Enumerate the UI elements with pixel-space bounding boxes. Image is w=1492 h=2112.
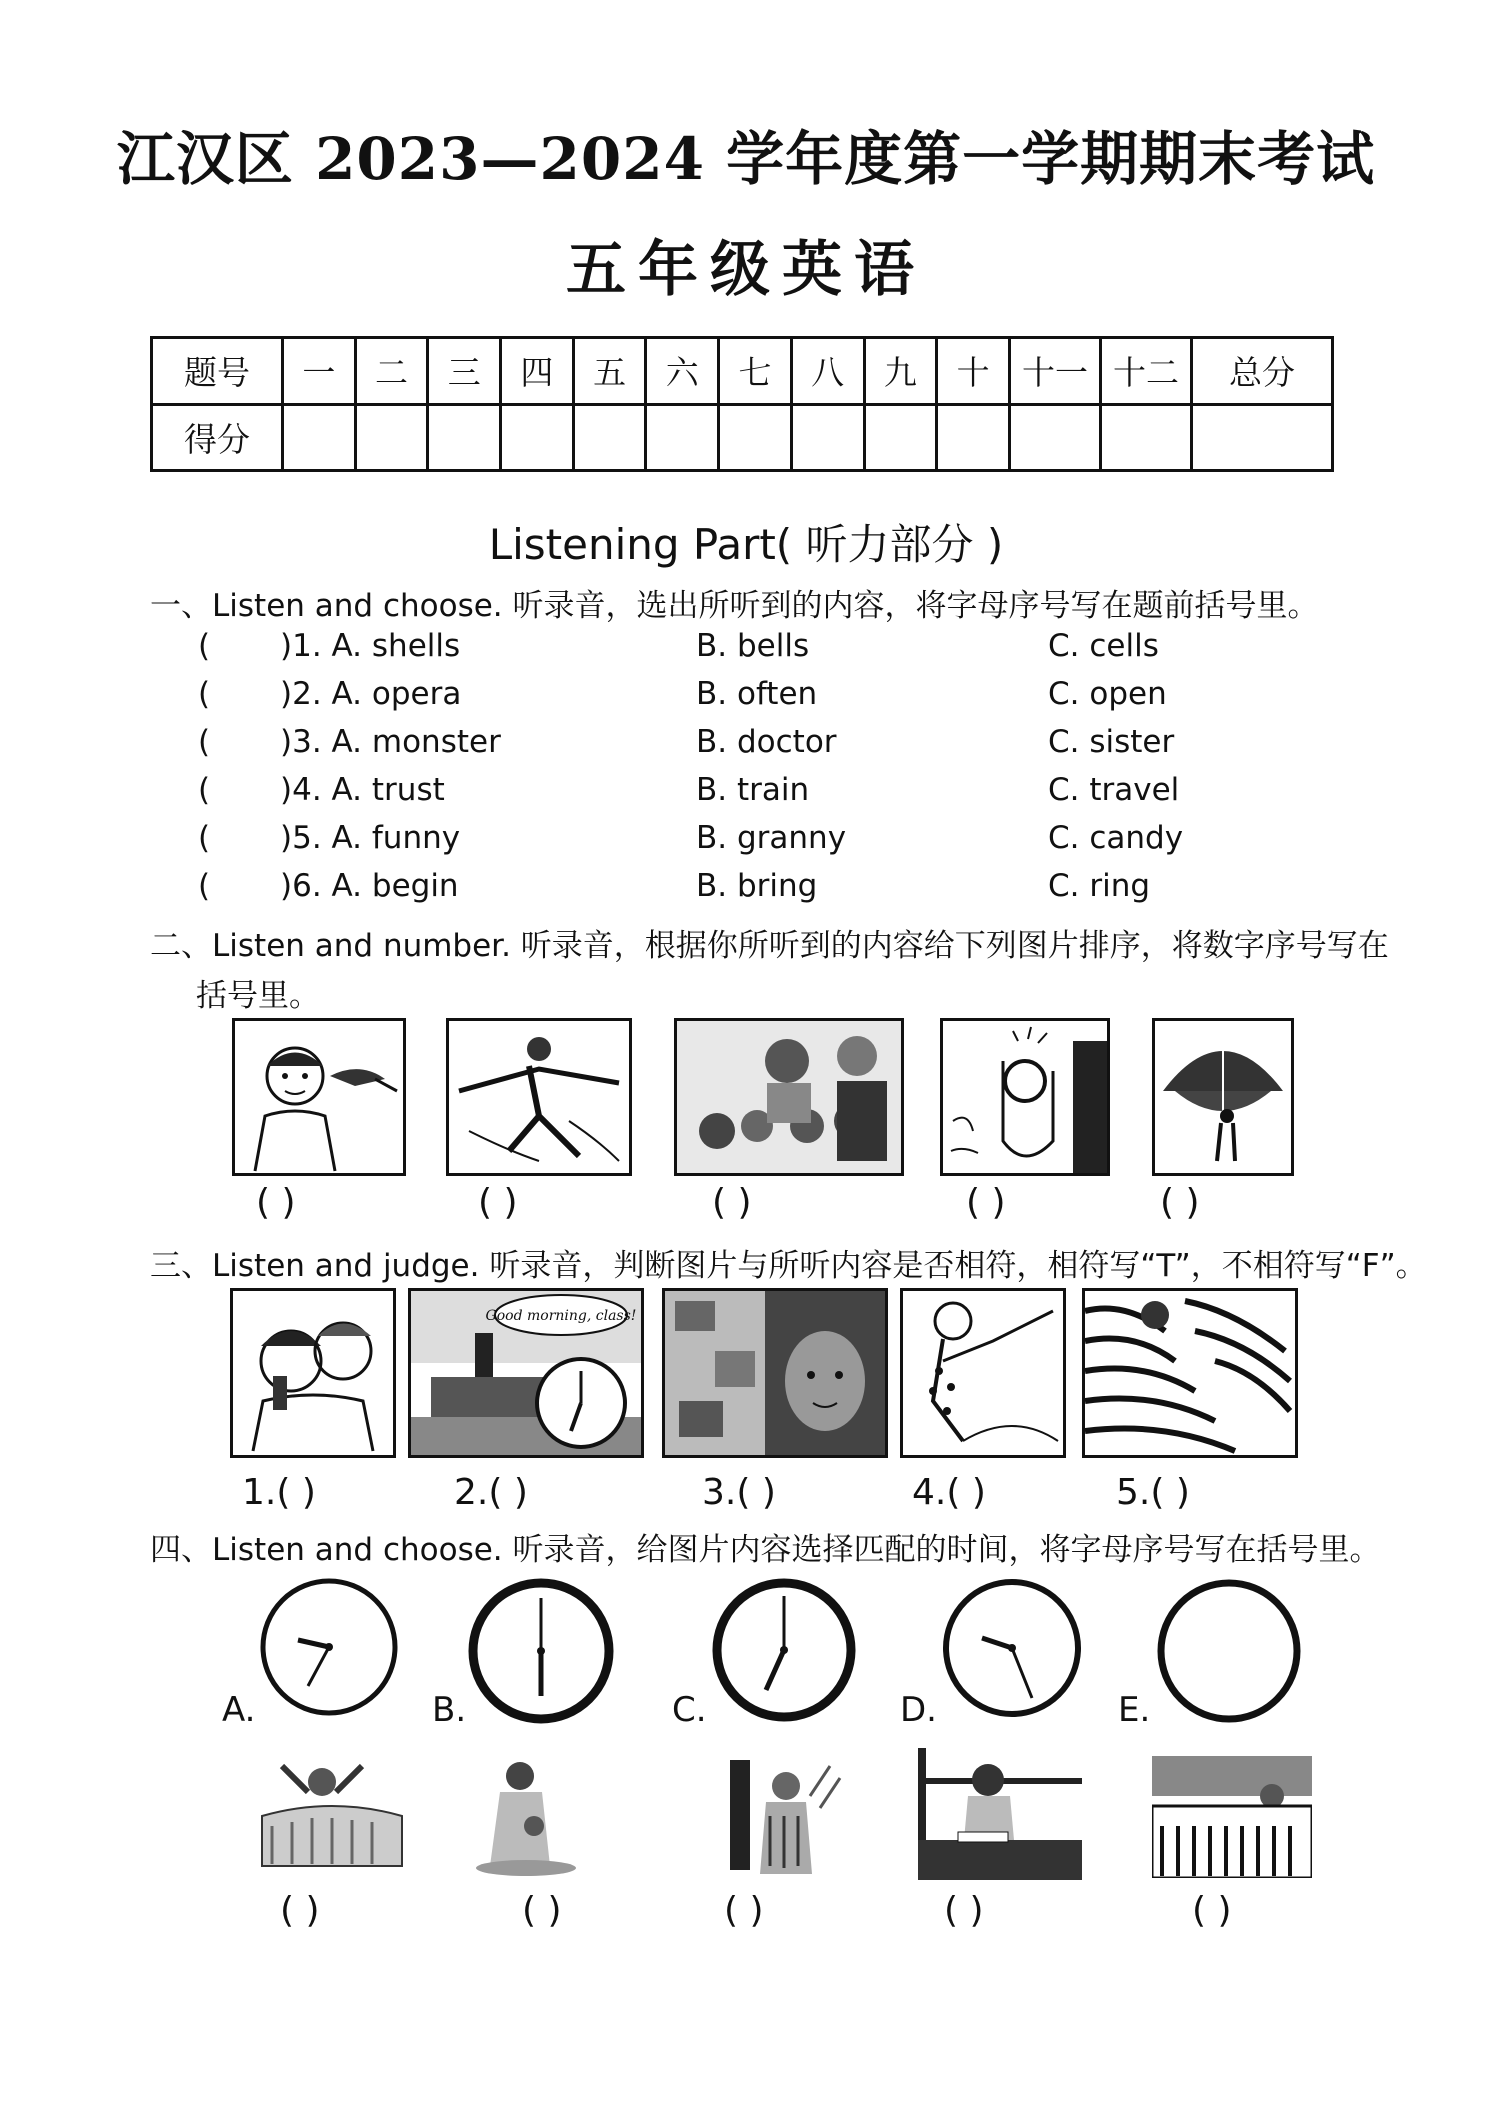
s1-paren[interactable]: (	[198, 676, 211, 712]
s1-option-a: )4. A. trust	[280, 772, 445, 808]
s1-option-c: C. cells	[1048, 628, 1159, 664]
score-cell: 六	[646, 338, 719, 405]
clock-label-c: C.	[672, 1690, 707, 1730]
score-input[interactable]	[355, 404, 428, 471]
s1-option-a: )6. A. begin	[280, 868, 459, 904]
s2-picture-boy-with-bird	[232, 1018, 406, 1176]
score-cell: 十	[937, 338, 1010, 405]
clock-c	[710, 1576, 858, 1724]
s1-option-b: B. train	[696, 772, 810, 808]
s4-picture-washing	[700, 1756, 850, 1880]
score-cell: 三	[428, 338, 501, 405]
score-input[interactable]	[428, 404, 501, 471]
score-input[interactable]	[283, 404, 356, 471]
clock-a	[258, 1576, 400, 1718]
s4-picture-sleeping	[1152, 1756, 1312, 1878]
s3-picture-classroom	[408, 1288, 644, 1458]
score-input[interactable]	[864, 404, 937, 471]
score-value-row	[152, 404, 1333, 471]
speech-bubble-text: Good morning, class!	[485, 1308, 637, 1324]
s3-picture-girl-photo	[662, 1288, 888, 1458]
s4-picture-eating	[470, 1756, 600, 1880]
s3-answer-1[interactable]: 1.( )	[242, 1472, 316, 1513]
s4-blank[interactable]: ( )	[1192, 1890, 1232, 1931]
s3-answer-2[interactable]: 2.( )	[454, 1472, 528, 1513]
score-input[interactable]	[1192, 404, 1333, 471]
s1-paren[interactable]: (	[198, 724, 211, 760]
s1-option-b: B. often	[696, 676, 818, 712]
s1-paren[interactable]: (	[198, 820, 211, 856]
section3-heading: 三、Listen and judge. 听录音，判断图片与所听内容是否相符，相符写“T”，不相符写“F”。	[150, 1248, 1427, 1284]
s2-picture-umbrella	[1152, 1018, 1294, 1176]
score-input[interactable]	[1010, 404, 1101, 471]
s1-option-b: B. bring	[696, 868, 818, 904]
score-cell: 一	[283, 338, 356, 405]
s1-paren[interactable]: (	[198, 868, 211, 904]
s2-blank[interactable]: ( )	[1160, 1182, 1200, 1223]
score-cell: 八	[791, 338, 864, 405]
s1-paren[interactable]: (	[198, 628, 211, 664]
s4-picture-waking-up	[252, 1756, 412, 1876]
s3-answer-3[interactable]: 3.( )	[702, 1472, 776, 1513]
s3-picture-leopard	[900, 1288, 1066, 1458]
score-input[interactable]	[1101, 404, 1192, 471]
s4-picture-homework	[918, 1748, 1082, 1880]
score-input[interactable]	[791, 404, 864, 471]
s1-option-a: )5. A. funny	[280, 820, 461, 856]
clock-label-e: E.	[1118, 1690, 1151, 1730]
score-cell: 十一	[1010, 338, 1101, 405]
clock-label-b: B.	[432, 1690, 467, 1730]
s1-paren[interactable]: (	[198, 772, 211, 808]
listening-part-title: Listening Part( 听力部分 )	[488, 520, 1004, 569]
clock-e	[1154, 1576, 1304, 1726]
s2-picture-family-group	[674, 1018, 904, 1176]
s1-option-c: C. sister	[1048, 724, 1175, 760]
score-cell: 题号	[152, 338, 283, 405]
s1-option-b: B. granny	[696, 820, 847, 856]
s2-picture-hand-with-ball	[940, 1018, 1110, 1176]
score-table	[150, 336, 1334, 472]
section2-heading-cont: 括号里。	[196, 978, 320, 1014]
score-cell: 二	[355, 338, 428, 405]
score-input[interactable]	[937, 404, 1010, 471]
score-cell: 四	[501, 338, 574, 405]
clock-d	[940, 1576, 1084, 1720]
clock-label-a: A.	[222, 1690, 256, 1730]
clock-label-d: D.	[900, 1690, 937, 1730]
s1-option-a: )3. A. monster	[280, 724, 501, 760]
clock-b	[466, 1576, 616, 1726]
s1-option-c: C. ring	[1048, 868, 1151, 904]
s1-option-c: C. open	[1048, 676, 1167, 712]
s2-blank[interactable]: ( )	[712, 1182, 752, 1223]
s2-blank[interactable]: ( )	[966, 1182, 1006, 1223]
section4-heading: 四、Listen and choose. 听录音，给图片内容选择匹配的时间，将字母序号写在括号里。	[150, 1532, 1381, 1568]
s2-picture-skater	[446, 1018, 632, 1176]
s4-blank[interactable]: ( )	[522, 1890, 562, 1931]
s3-answer-4[interactable]: 4.( )	[912, 1472, 986, 1513]
s1-option-a: )2. A. opera	[280, 676, 462, 712]
score-cell: 总分	[1192, 338, 1333, 405]
s3-picture-phone-call	[230, 1288, 396, 1458]
score-header-row	[152, 338, 1333, 405]
s1-option-c: C. candy	[1048, 820, 1184, 856]
s2-blank[interactable]: ( )	[256, 1182, 296, 1223]
s1-option-c: C. travel	[1048, 772, 1180, 808]
score-input[interactable]	[719, 404, 792, 471]
score-cell: 五	[573, 338, 646, 405]
s4-blank[interactable]: ( )	[944, 1890, 984, 1931]
s4-blank[interactable]: ( )	[280, 1890, 320, 1931]
s1-option-b: B. bells	[696, 628, 810, 664]
score-input[interactable]	[573, 404, 646, 471]
s1-option-b: B. doctor	[696, 724, 837, 760]
exam-title: 江汉区 2023—2024 学年度第一学期期末考试	[116, 125, 1376, 193]
s1-option-a: )1. A. shells	[280, 628, 461, 664]
s3-answer-5[interactable]: 5.( )	[1116, 1472, 1190, 1513]
s4-blank[interactable]: ( )	[724, 1890, 764, 1931]
score-cell: 七	[719, 338, 792, 405]
exam-subtitle: 五年级英语	[566, 235, 926, 305]
score-cell: 十二	[1101, 338, 1192, 405]
score-row-label: 得分	[152, 404, 283, 471]
section1-heading: 一、Listen and choose. 听录音，选出所听到的内容，将字母序号写在题前括号里。	[150, 588, 1319, 624]
score-input[interactable]	[501, 404, 574, 471]
score-cell: 九	[864, 338, 937, 405]
section2-heading: 二、Listen and number. 听录音，根据你所听到的内容给下列图片排序，将数字序号写在	[150, 928, 1389, 964]
score-input[interactable]	[646, 404, 719, 471]
s2-blank[interactable]: ( )	[478, 1182, 518, 1223]
s3-picture-zebra	[1082, 1288, 1298, 1458]
